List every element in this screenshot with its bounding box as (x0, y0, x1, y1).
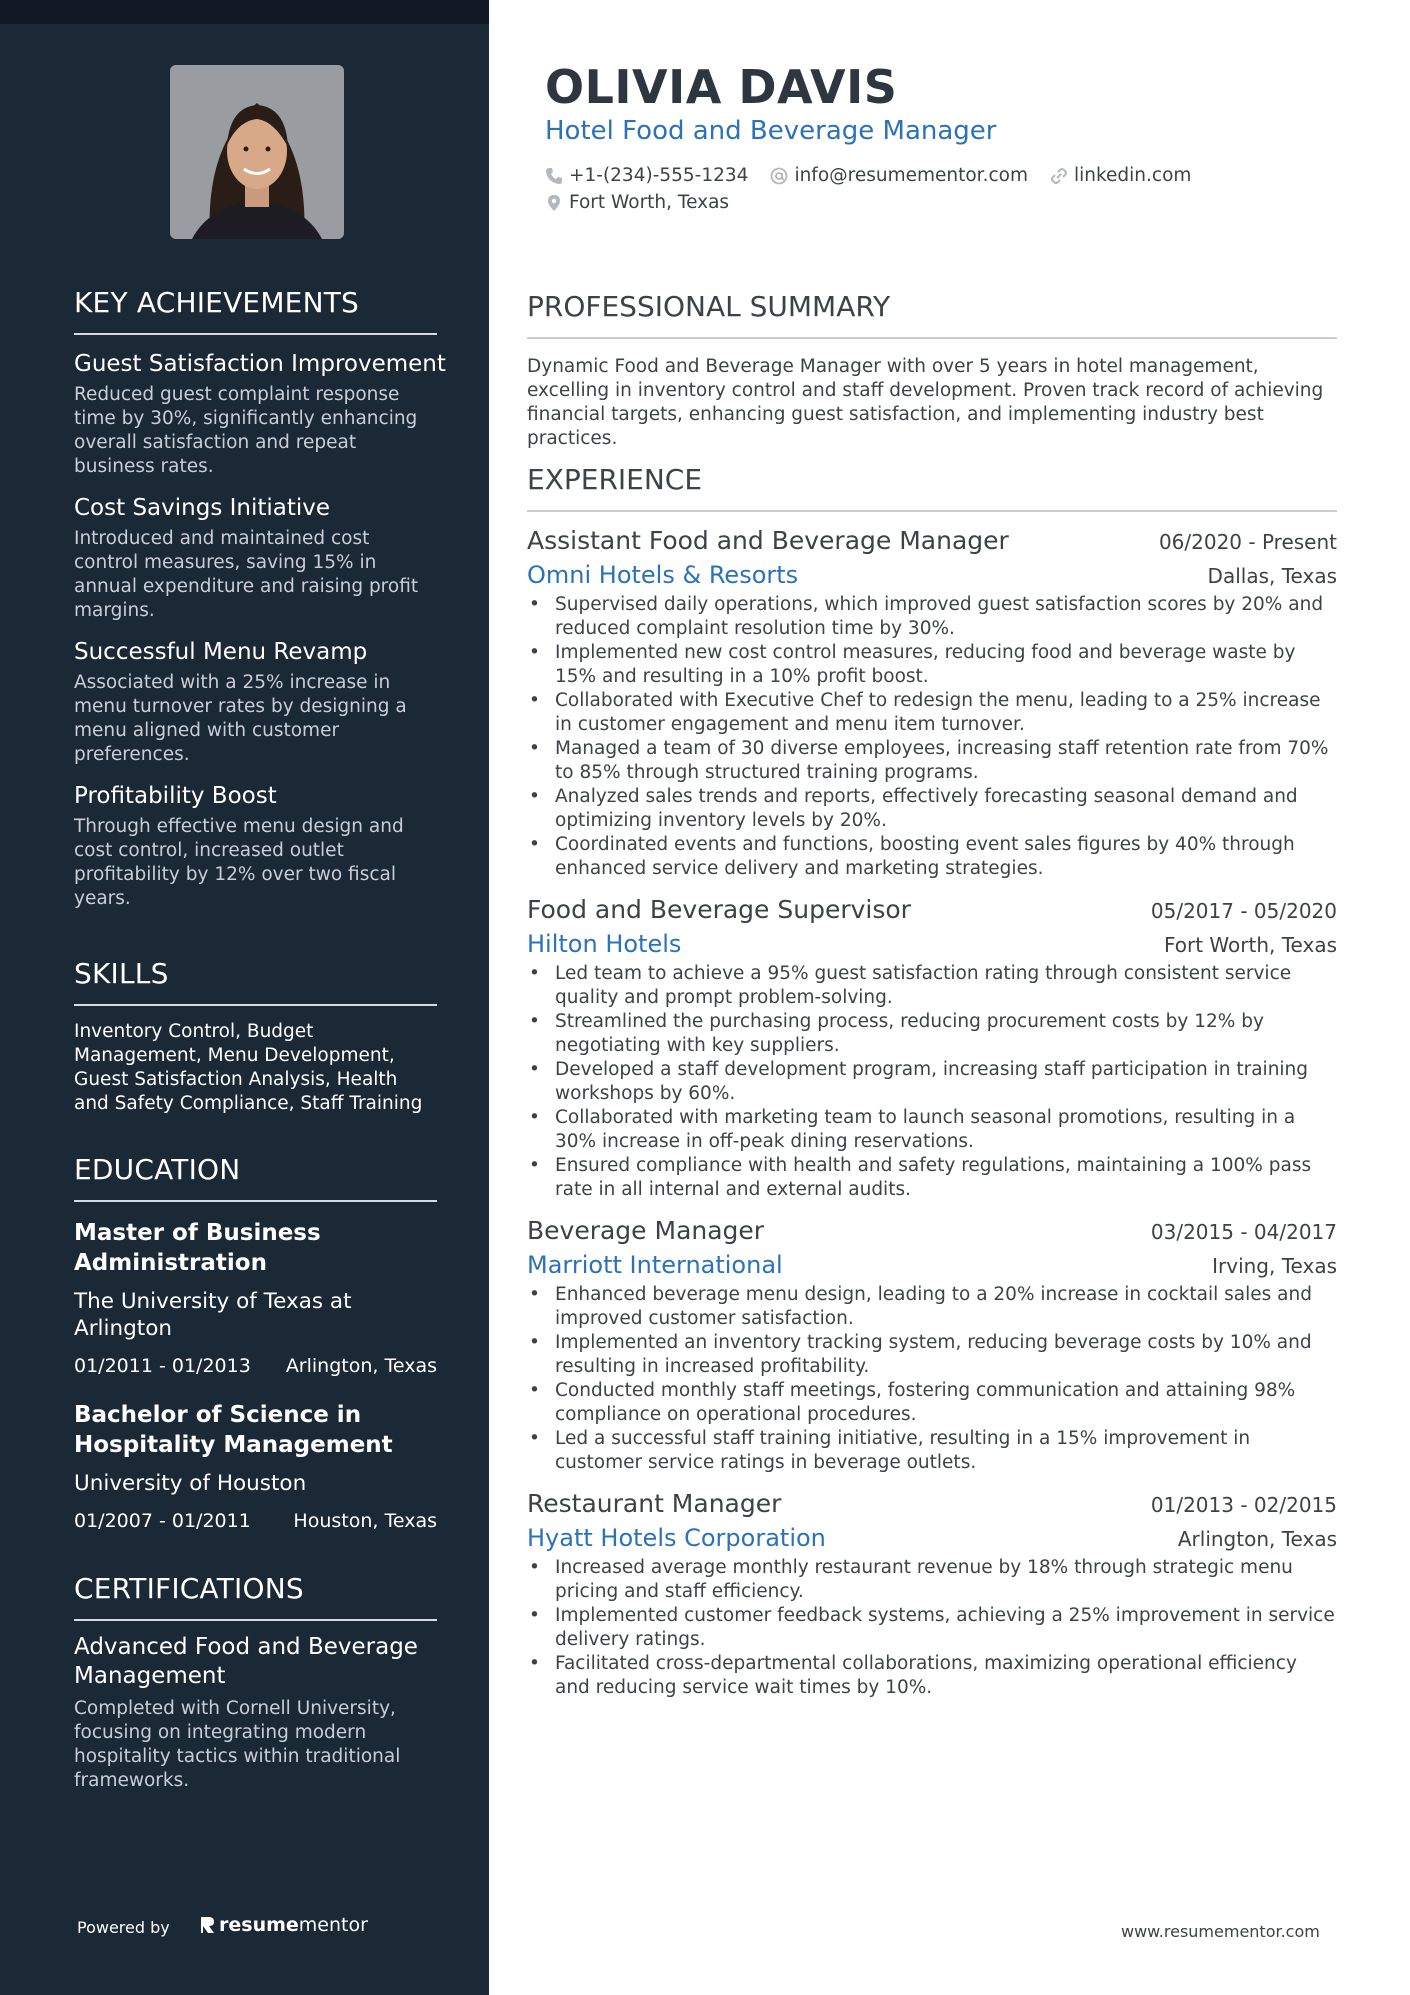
summary-heading: PROFESSIONAL SUMMARY (527, 290, 1337, 339)
certification-title: Advanced Food and Beverage Management (74, 1634, 418, 1689)
job-bullets (527, 962, 1337, 1202)
education-item (74, 1218, 437, 1378)
phone-icon (545, 167, 563, 185)
certifications-section (74, 1572, 437, 1793)
phone-text: +1-(234)-555-1234 (569, 165, 749, 186)
job-location: Dallas, Texas (1207, 564, 1337, 588)
education-location: Arlington, Texas (285, 1355, 437, 1377)
job-bullet: • Enhanced beverage menu design, leading to a 20% increase in cocktail sales and improved customer satisfaction. (527, 1283, 1337, 1331)
candidate-title: Hotel Food and Beverage Manager (545, 116, 997, 146)
location-text: Fort Worth, Texas (569, 192, 730, 213)
powered-by-label: Powered by (77, 1918, 170, 1937)
phone-contact[interactable] (545, 165, 748, 186)
job-bullets (527, 1283, 1337, 1475)
job-role: Assistant Food and Beverage Manager (527, 526, 1009, 555)
job-location: Irving, Texas (1212, 1254, 1337, 1278)
job-bullet: • Ensured compliance with health and safety regulations, maintaining a 100% pass rate in all internal and external audits. (527, 1154, 1337, 1202)
job-bullet: • Collaborated with Executive Chef to redesign the menu, leading to a 25% increase in customer engagement and menu item turnover. (527, 689, 1337, 737)
email-contact[interactable] (770, 165, 1028, 186)
skills-list: Inventory Control, Budget Management, Menu Development, Guest Satisfaction Analysis, Health and Safety Compliance, Staff Training (74, 1021, 423, 1114)
achievement-title: Cost Savings Initiative (74, 495, 331, 521)
sidebar-top-bar (0, 0, 489, 24)
job-bullet: • Conducted monthly staff meetings, fostering communication and attaining 98% compliance on operational procedures. (527, 1379, 1337, 1427)
achievements-heading: KEY ACHIEVEMENTS (74, 286, 437, 335)
linkedin-contact[interactable] (1050, 165, 1191, 186)
location-row (545, 192, 729, 213)
education-location: Houston, Texas (293, 1510, 437, 1532)
job-entry (527, 1216, 1337, 1475)
job-entry (527, 1489, 1337, 1700)
sidebar (0, 0, 489, 1995)
job-company: Marriott International (527, 1251, 783, 1279)
job-bullet: • Collaborated with marketing team to launch seasonal promotions, resulting in a 30% increase in off-peak dining reservations. (527, 1106, 1337, 1154)
education-heading: EDUCATION (74, 1153, 437, 1202)
experience-heading: EXPERIENCE (527, 463, 1337, 512)
job-dates: 03/2015 - 04/2017 (1150, 1220, 1337, 1244)
achievement-desc: Associated with a 25% increase in menu turnover rates by designing a menu aligned with customer preferences. (74, 672, 407, 765)
achievement-title: Profitability Boost (74, 783, 277, 809)
job-bullet: • Implemented customer feedback systems, achieving a 25% improvement in service delivery ratings. (527, 1604, 1337, 1652)
location-pin-icon (545, 194, 563, 212)
at-icon (770, 167, 788, 185)
job-bullet: • Supervised daily operations, which improved guest satisfaction scores by 20% and reduced complaint resolution time by 30%. (527, 593, 1337, 641)
skills-heading: SKILLS (74, 957, 437, 1006)
education-dates: 01/2007 - 01/2011 (74, 1510, 251, 1532)
achievements-section (74, 286, 446, 911)
job-company: Hyatt Hotels Corporation (527, 1524, 826, 1552)
education-meta (74, 1509, 437, 1533)
education-degree: Bachelor of Science in Hospitality Management (74, 1402, 393, 1458)
certifications-heading: CERTIFICATIONS (74, 1572, 437, 1621)
profile-photo (170, 65, 344, 239)
job-dates: 01/2013 - 02/2015 (1150, 1493, 1337, 1517)
job-bullet: • Increased average monthly restaurant revenue by 18% through strategic menu pricing and staff efficiency. (527, 1556, 1337, 1604)
brand-bold-text: resume (219, 1914, 299, 1936)
job-location: Fort Worth, Texas (1163, 933, 1337, 957)
job-bullet: • Analyzed sales trends and reports, effectively forecasting seasonal demand and optimizing inventory levels by 20%. (527, 785, 1337, 833)
email-text: info@resumementor.com (794, 165, 1028, 186)
brand-logo[interactable] (199, 1914, 368, 1936)
job-bullet: • Implemented an inventory tracking system, reducing beverage costs by 10% and resulting in increased profitability. (527, 1331, 1337, 1379)
education-section (74, 1153, 437, 1533)
job-bullet: • Developed a staff development program, increasing staff participation in training workshops by 60%. (527, 1058, 1337, 1106)
candidate-name: OLIVIA DAVIS (545, 60, 898, 114)
brand-rest-text: mentor (298, 1914, 368, 1936)
job-company: Omni Hotels & Resorts (527, 561, 799, 589)
job-role: Beverage Manager (527, 1216, 765, 1245)
achievement-desc: Introduced and maintained cost control measures, saving 15% in annual expenditure and raising profit margins. (74, 528, 419, 621)
job-bullet: • Led a successful staff training initiative, resulting in a 15% improvement in customer service ratings in beverage outlets. (527, 1427, 1337, 1475)
location-contact (545, 192, 729, 213)
job-location: Arlington, Texas (1177, 1527, 1337, 1551)
achievement-desc: Reduced guest complaint response time by 30%, significantly enhancing overall satisfaction and repeat business rates. (74, 384, 418, 477)
job-dates: 05/2017 - 05/2020 (1150, 899, 1337, 923)
education-school: University of Houston (74, 1471, 307, 1496)
certification-desc: Completed with Cornell University, focusing on integrating modern hospitality tactics within traditional frameworks. (74, 1698, 401, 1791)
achievement-title: Successful Menu Revamp (74, 639, 368, 665)
contact-row (545, 165, 1191, 186)
education-dates: 01/2011 - 01/2013 (74, 1355, 251, 1377)
linkedin-text: linkedin.com (1073, 165, 1192, 186)
job-bullet: • Managed a team of 30 diverse employees, increasing staff retention rate from 70% to 85% through structured training programs. (527, 737, 1337, 785)
job-entry (527, 526, 1337, 881)
achievement-desc: Through effective menu design and cost control, increased outlet profitability by 12% over two fiscal years. (74, 816, 404, 909)
summary-section (527, 290, 1337, 451)
summary-text: Dynamic Food and Beverage Manager with over 5 years in hotel management, excelling in inventory control and staff development. Proven track record of achieving financial targets, enhancing guest satisfaction, and implementing industry best practices. (527, 356, 1324, 449)
job-bullet: • Streamlined the purchasing process, reducing procurement costs by 12% by negotiating with key suppliers. (527, 1010, 1337, 1058)
job-bullet: • Implemented new cost control measures, reducing food and beverage waste by 15% and resulting in a 10% profit boost. (527, 641, 1337, 689)
job-dates: 06/2020 - Present (1158, 530, 1337, 554)
brand-mark-icon (199, 1915, 215, 1935)
job-role: Restaurant Manager (527, 1489, 782, 1518)
skills-section (74, 957, 437, 1116)
education-meta (74, 1354, 437, 1378)
job-entry (527, 895, 1337, 1202)
achievement-title: Guest Satisfaction Improvement (74, 351, 446, 377)
job-bullets (527, 593, 1337, 881)
education-school: The University of Texas at Arlington (74, 1289, 352, 1341)
footer-url[interactable]: www.resumementor.com (1121, 1922, 1320, 1941)
link-icon (1050, 167, 1068, 185)
job-company: Hilton Hotels (527, 930, 682, 958)
job-bullet: • Led team to achieve a 95% guest satisfaction rating through consistent service quality and prompt problem-solving. (527, 962, 1337, 1010)
education-item (74, 1400, 437, 1533)
job-role: Food and Beverage Supervisor (527, 895, 911, 924)
education-degree: Master of Business Administration (74, 1220, 321, 1276)
job-bullet: • Facilitated cross-departmental collaborations, maximizing operational efficiency and reducing service wait times by 10%. (527, 1652, 1337, 1700)
job-bullet: • Coordinated events and functions, boosting event sales figures by 40% through enhanced service delivery and marketing strategies. (527, 833, 1337, 881)
experience-section (527, 463, 1337, 1714)
job-bullets (527, 1556, 1337, 1700)
